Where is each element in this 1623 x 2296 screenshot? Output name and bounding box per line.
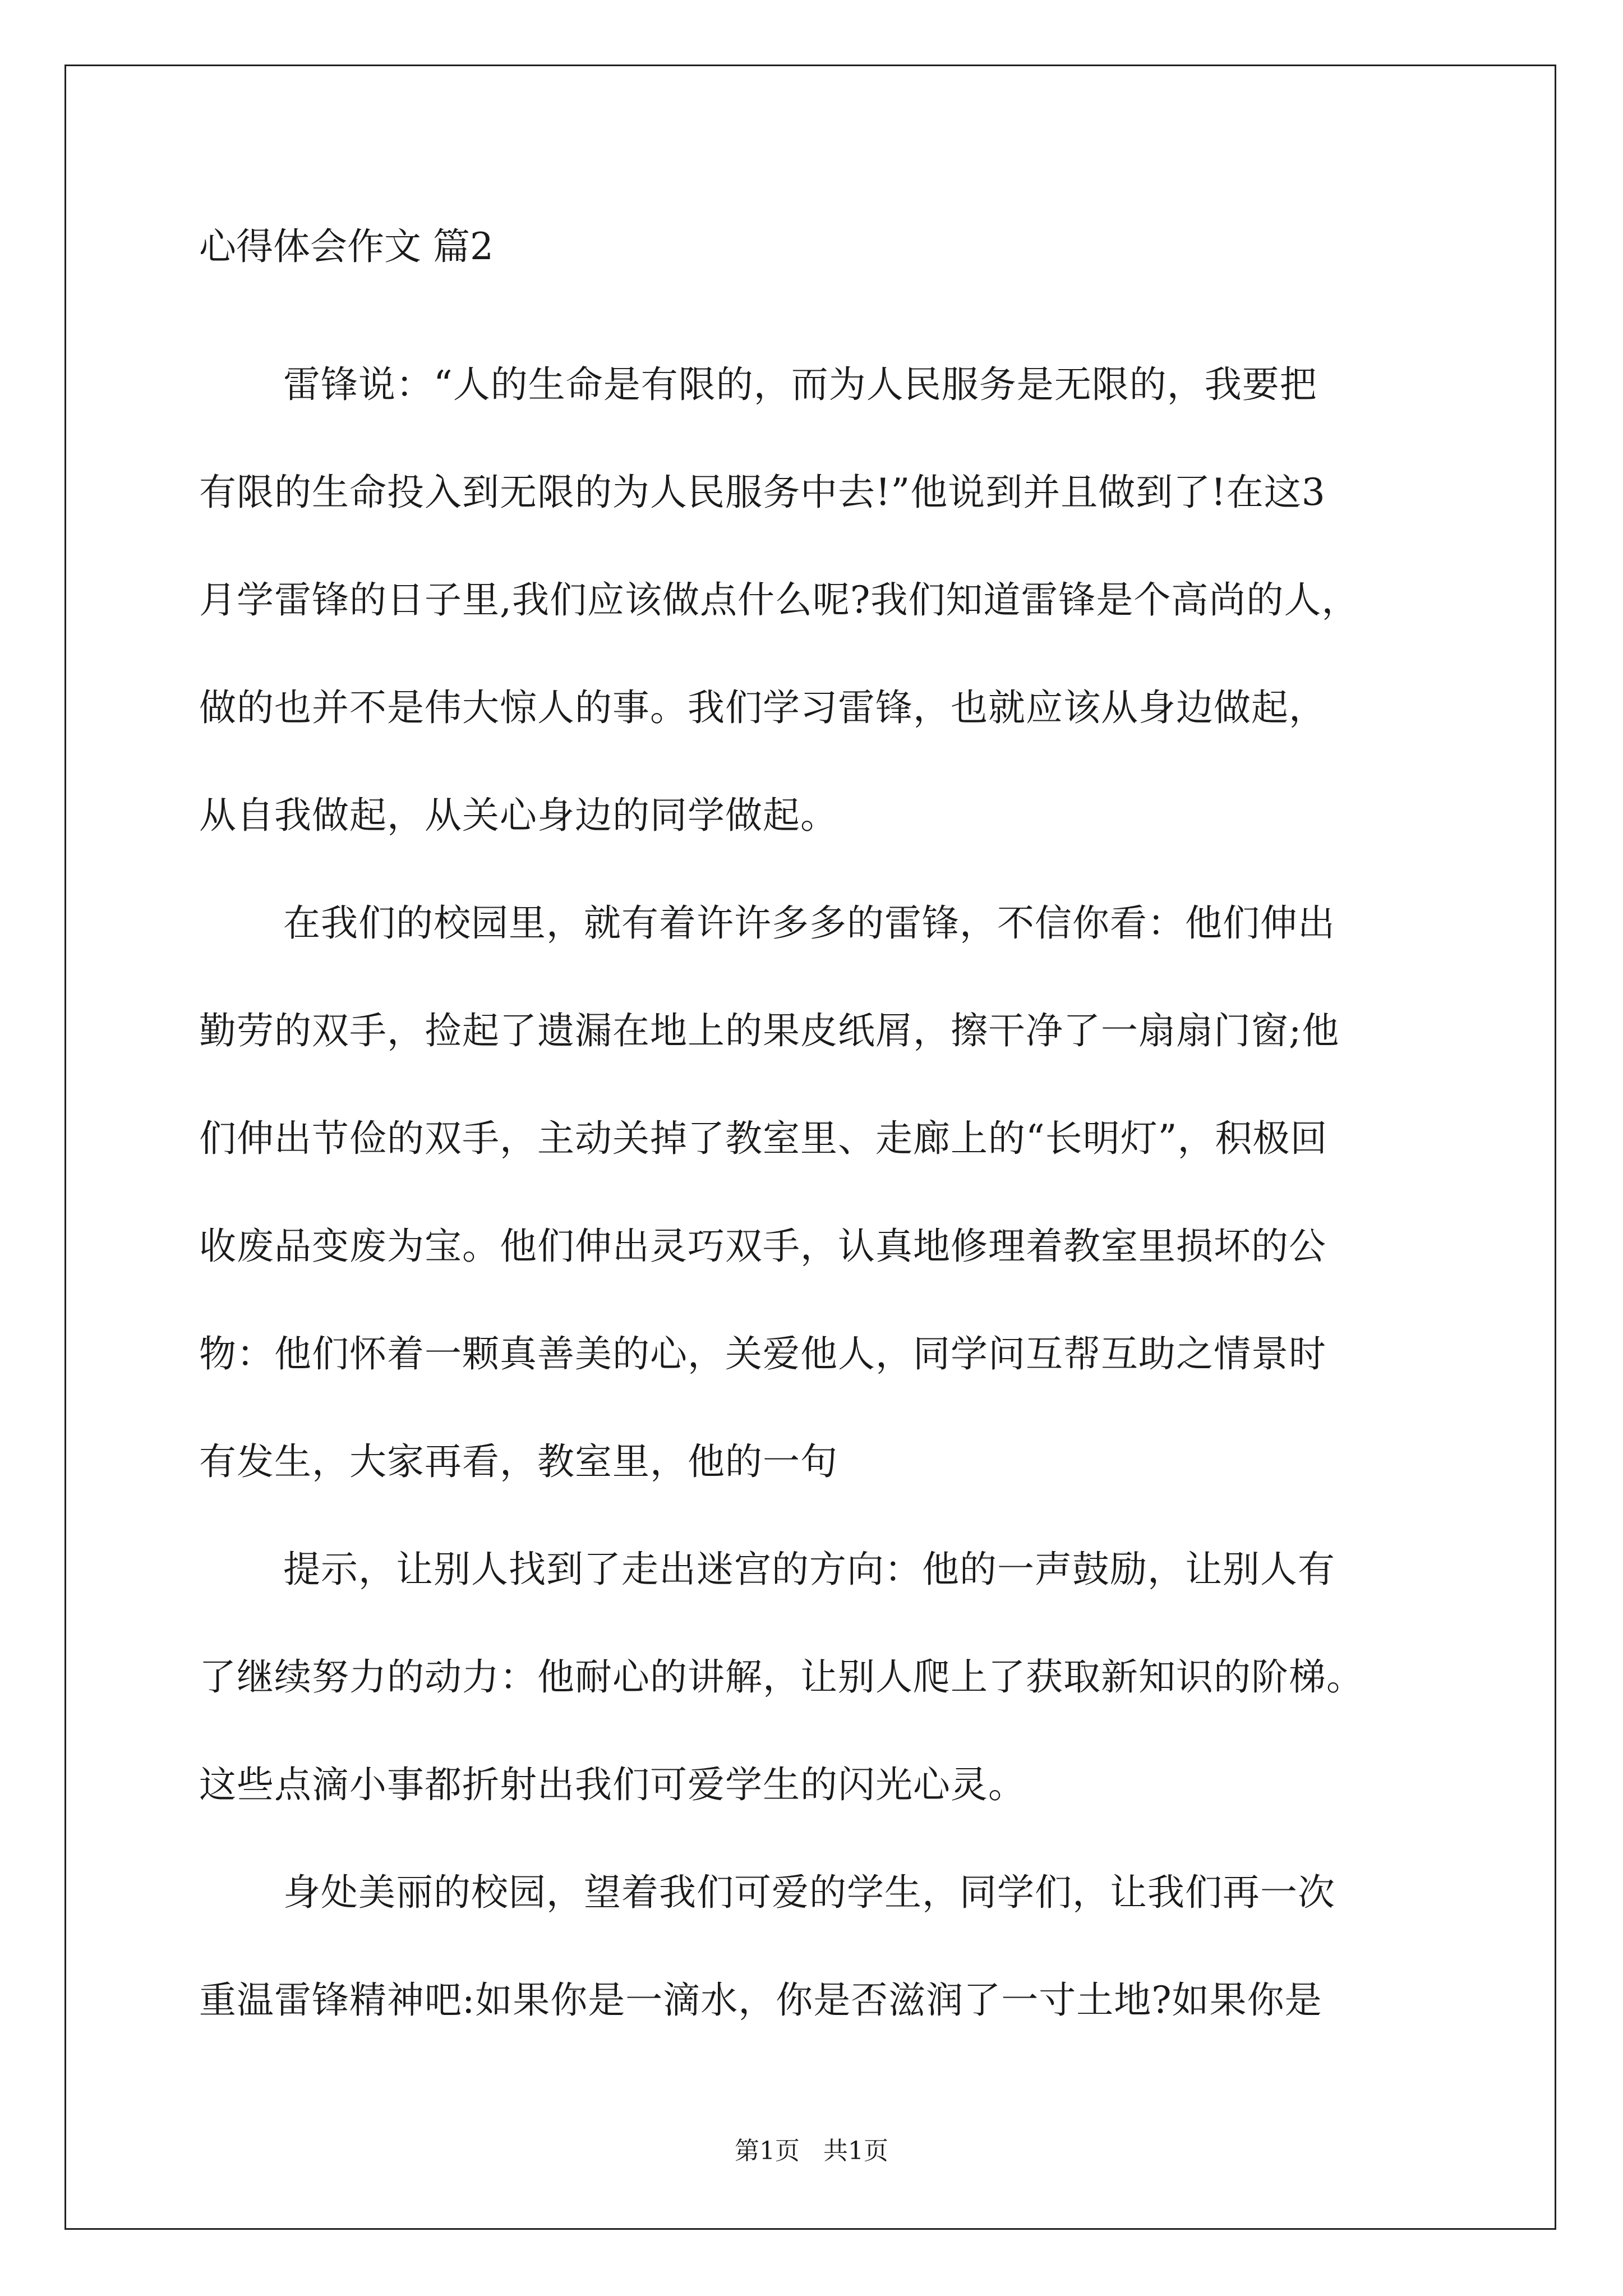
paragraph-1-line-2: 有限的生命投入到无限的为人民服务中去!”他说到并且做到了!在这3	[199, 471, 1326, 514]
paragraph-1-line-1: 雷锋说：“人的生命是有限的，而为人民服务是无限的，我要把	[283, 363, 1317, 406]
document-body	[199, 222, 1430, 2054]
paragraph-2-line-2: 勤劳的双手，捡起了遗漏在地上的果皮纸屑，擦干净了一扇扇门窗;他	[199, 1009, 1340, 1052]
paragraph-3-line-2: 了继续努力的动力：他耐心的讲解，让别人爬上了获取新知识的阶梯。	[199, 1655, 1364, 1699]
paragraph-2-line-5: 物：他们怀着一颗真善美的心，关爱他人，同学问互帮互助之情景时	[199, 1332, 1326, 1375]
document-heading: 心得体会作文 篇2	[199, 225, 494, 268]
paragraph-2-line-6: 有发生，大家再看，教室里，他的一句	[199, 1440, 838, 1483]
paragraph-4-line-1: 身处美丽的校园，望着我们可爱的学生，同学们，让我们再一次	[283, 1871, 1335, 1914]
paragraph-4-line-2: 重温雷锋精神吧:如果你是一滴水，你是否滋润了一寸土地?如果你是	[199, 1978, 1322, 2022]
paragraph-2-line-4: 收废品变废为宝。他们伸出灵巧双手，认真地修理着教室里损坏的公	[199, 1225, 1326, 1268]
paragraph-1-line-5: 从自我做起，从关心身边的同学做起。	[199, 794, 838, 837]
paragraph-1-line-4: 做的也并不是伟大惊人的事。我们学习雷锋，也就应该从身边做起，	[199, 686, 1326, 729]
paragraph-3-line-3: 这些点滴小事都折射出我们可爱学生的闪光心灵。	[199, 1763, 1026, 1806]
paragraph-2-line-3: 们伸出节俭的双手，主动关掉了教室里、走廊上的“长明灯”，积极回	[199, 1117, 1328, 1160]
paragraph-2-line-1: 在我们的校园里，就有着许许多多的雷锋，不信你看：他们伸出	[283, 901, 1335, 945]
page-number-footer: 第1页 共1页	[735, 2137, 888, 2165]
paragraph-3-line-1: 提示，让别人找到了走出迷宫的方向：他的一声鼓励，让别人有	[283, 1548, 1335, 1591]
paragraph-1-line-3: 月学雷锋的日子里,我们应该做点什么呢?我们知道雷锋是个高尚的人，	[199, 578, 1359, 622]
